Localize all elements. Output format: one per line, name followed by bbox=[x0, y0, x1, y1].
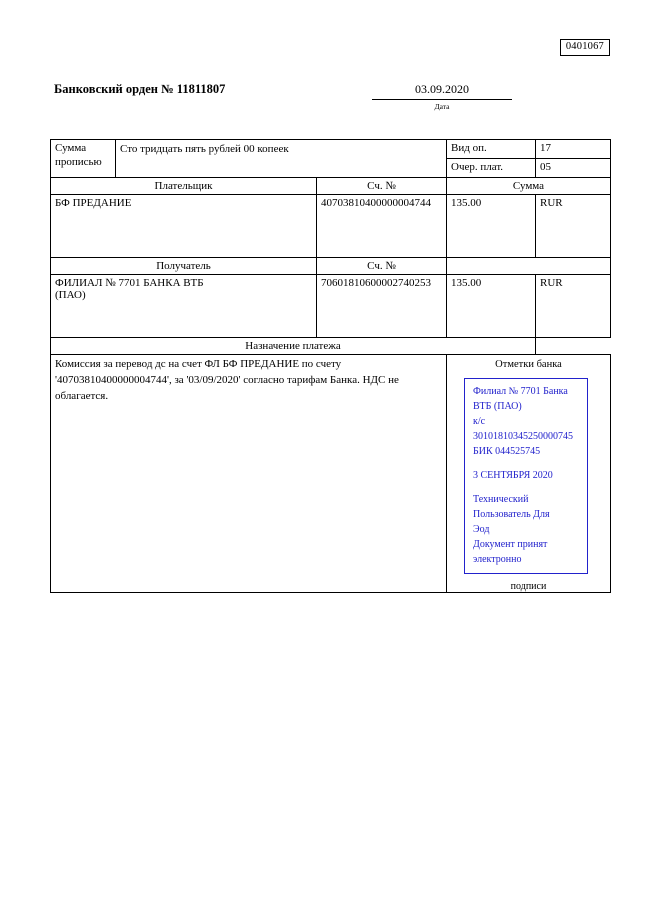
sum-in-words-value: Сто тридцать пять рублей 00 копеек bbox=[116, 140, 447, 178]
sum-in-words-label-line2: прописью bbox=[55, 155, 102, 168]
bank-marks-caption: Отметки банка bbox=[495, 359, 562, 370]
vid-op-value: 17 bbox=[536, 140, 611, 159]
receiver-currency: RUR bbox=[536, 275, 611, 338]
stamp-date: 3 СЕНТЯБРЯ 2020 bbox=[473, 470, 553, 481]
stamp-user-line2: Эод bbox=[473, 524, 490, 535]
table-row bbox=[51, 195, 611, 258]
column-header-receiver: Получатель bbox=[51, 258, 317, 275]
receiver-amount: 135.00 bbox=[447, 275, 536, 338]
table-row bbox=[51, 275, 611, 338]
amount-spacer bbox=[447, 258, 611, 275]
document-date-caption: Дата bbox=[434, 102, 450, 111]
purpose-caption: Назначение платежа bbox=[51, 338, 536, 355]
vid-op-label: Вид оп. bbox=[447, 140, 536, 159]
stamp-corr-account: к/с 30101810345250000745 bbox=[473, 416, 573, 442]
page-title: Банковский орден № 11811807 bbox=[54, 82, 226, 96]
bank-stamp bbox=[464, 378, 588, 574]
payer-name: БФ ПРЕДАНИЕ bbox=[51, 195, 317, 258]
stamp-bank-name: Филиал № 7701 Банка ВТБ (ПАО) bbox=[473, 386, 568, 412]
purpose-caption-spacer bbox=[536, 338, 611, 355]
document-date-value: 03.09.2020 bbox=[372, 82, 512, 100]
stamp-accepted: Документ принят электронно bbox=[473, 539, 548, 565]
table-row bbox=[51, 338, 611, 355]
payment-order-table bbox=[50, 139, 611, 593]
document-date-block bbox=[372, 82, 512, 111]
receiver-name-line1: ФИЛИАЛ № 7701 БАНКА ВТБ bbox=[55, 277, 204, 289]
receiver-name bbox=[51, 275, 317, 338]
sum-in-words-label-line1: Сумма bbox=[55, 142, 87, 154]
table-row bbox=[51, 140, 611, 159]
stamp-gap-1 bbox=[473, 459, 581, 468]
ocher-plat-value: 05 bbox=[536, 159, 611, 178]
signatures-caption: подписи bbox=[510, 581, 547, 592]
column-header-amount: Сумма bbox=[447, 178, 611, 195]
stamp-bik: БИК 044525745 bbox=[473, 446, 541, 457]
table-row bbox=[51, 178, 611, 195]
payer-currency: RUR bbox=[536, 195, 611, 258]
table-row bbox=[51, 355, 611, 593]
sum-in-words-label bbox=[51, 140, 116, 178]
payer-amount: 135.00 bbox=[447, 195, 536, 258]
ocher-plat-label: Очер. плат. bbox=[447, 159, 536, 178]
document-header bbox=[50, 82, 610, 111]
stamp-gap-2 bbox=[473, 483, 581, 492]
column-header-account: Сч. № bbox=[317, 178, 447, 195]
column-header-account-2: Сч. № bbox=[317, 258, 447, 275]
stamp-user-line1: Технический Пользователь Для bbox=[473, 494, 550, 520]
bank-marks-cell bbox=[447, 355, 611, 593]
table-row bbox=[51, 258, 611, 275]
receiver-name-line2: (ПАО) bbox=[55, 289, 86, 301]
receiver-account: 70601810600002740253 bbox=[317, 275, 447, 338]
purpose-text: Комиссия за перевод дс на счет ФЛ БФ ПРЕДАНИЕ по счету '40703810400000004744', за '03/09/2020' согласно тарифам Банка. НДС не облагается. bbox=[51, 355, 447, 593]
payer-account: 40703810400000004744 bbox=[317, 195, 447, 258]
form-code-box: 0401067 bbox=[560, 39, 610, 56]
column-header-payer: Плательщик bbox=[51, 178, 317, 195]
